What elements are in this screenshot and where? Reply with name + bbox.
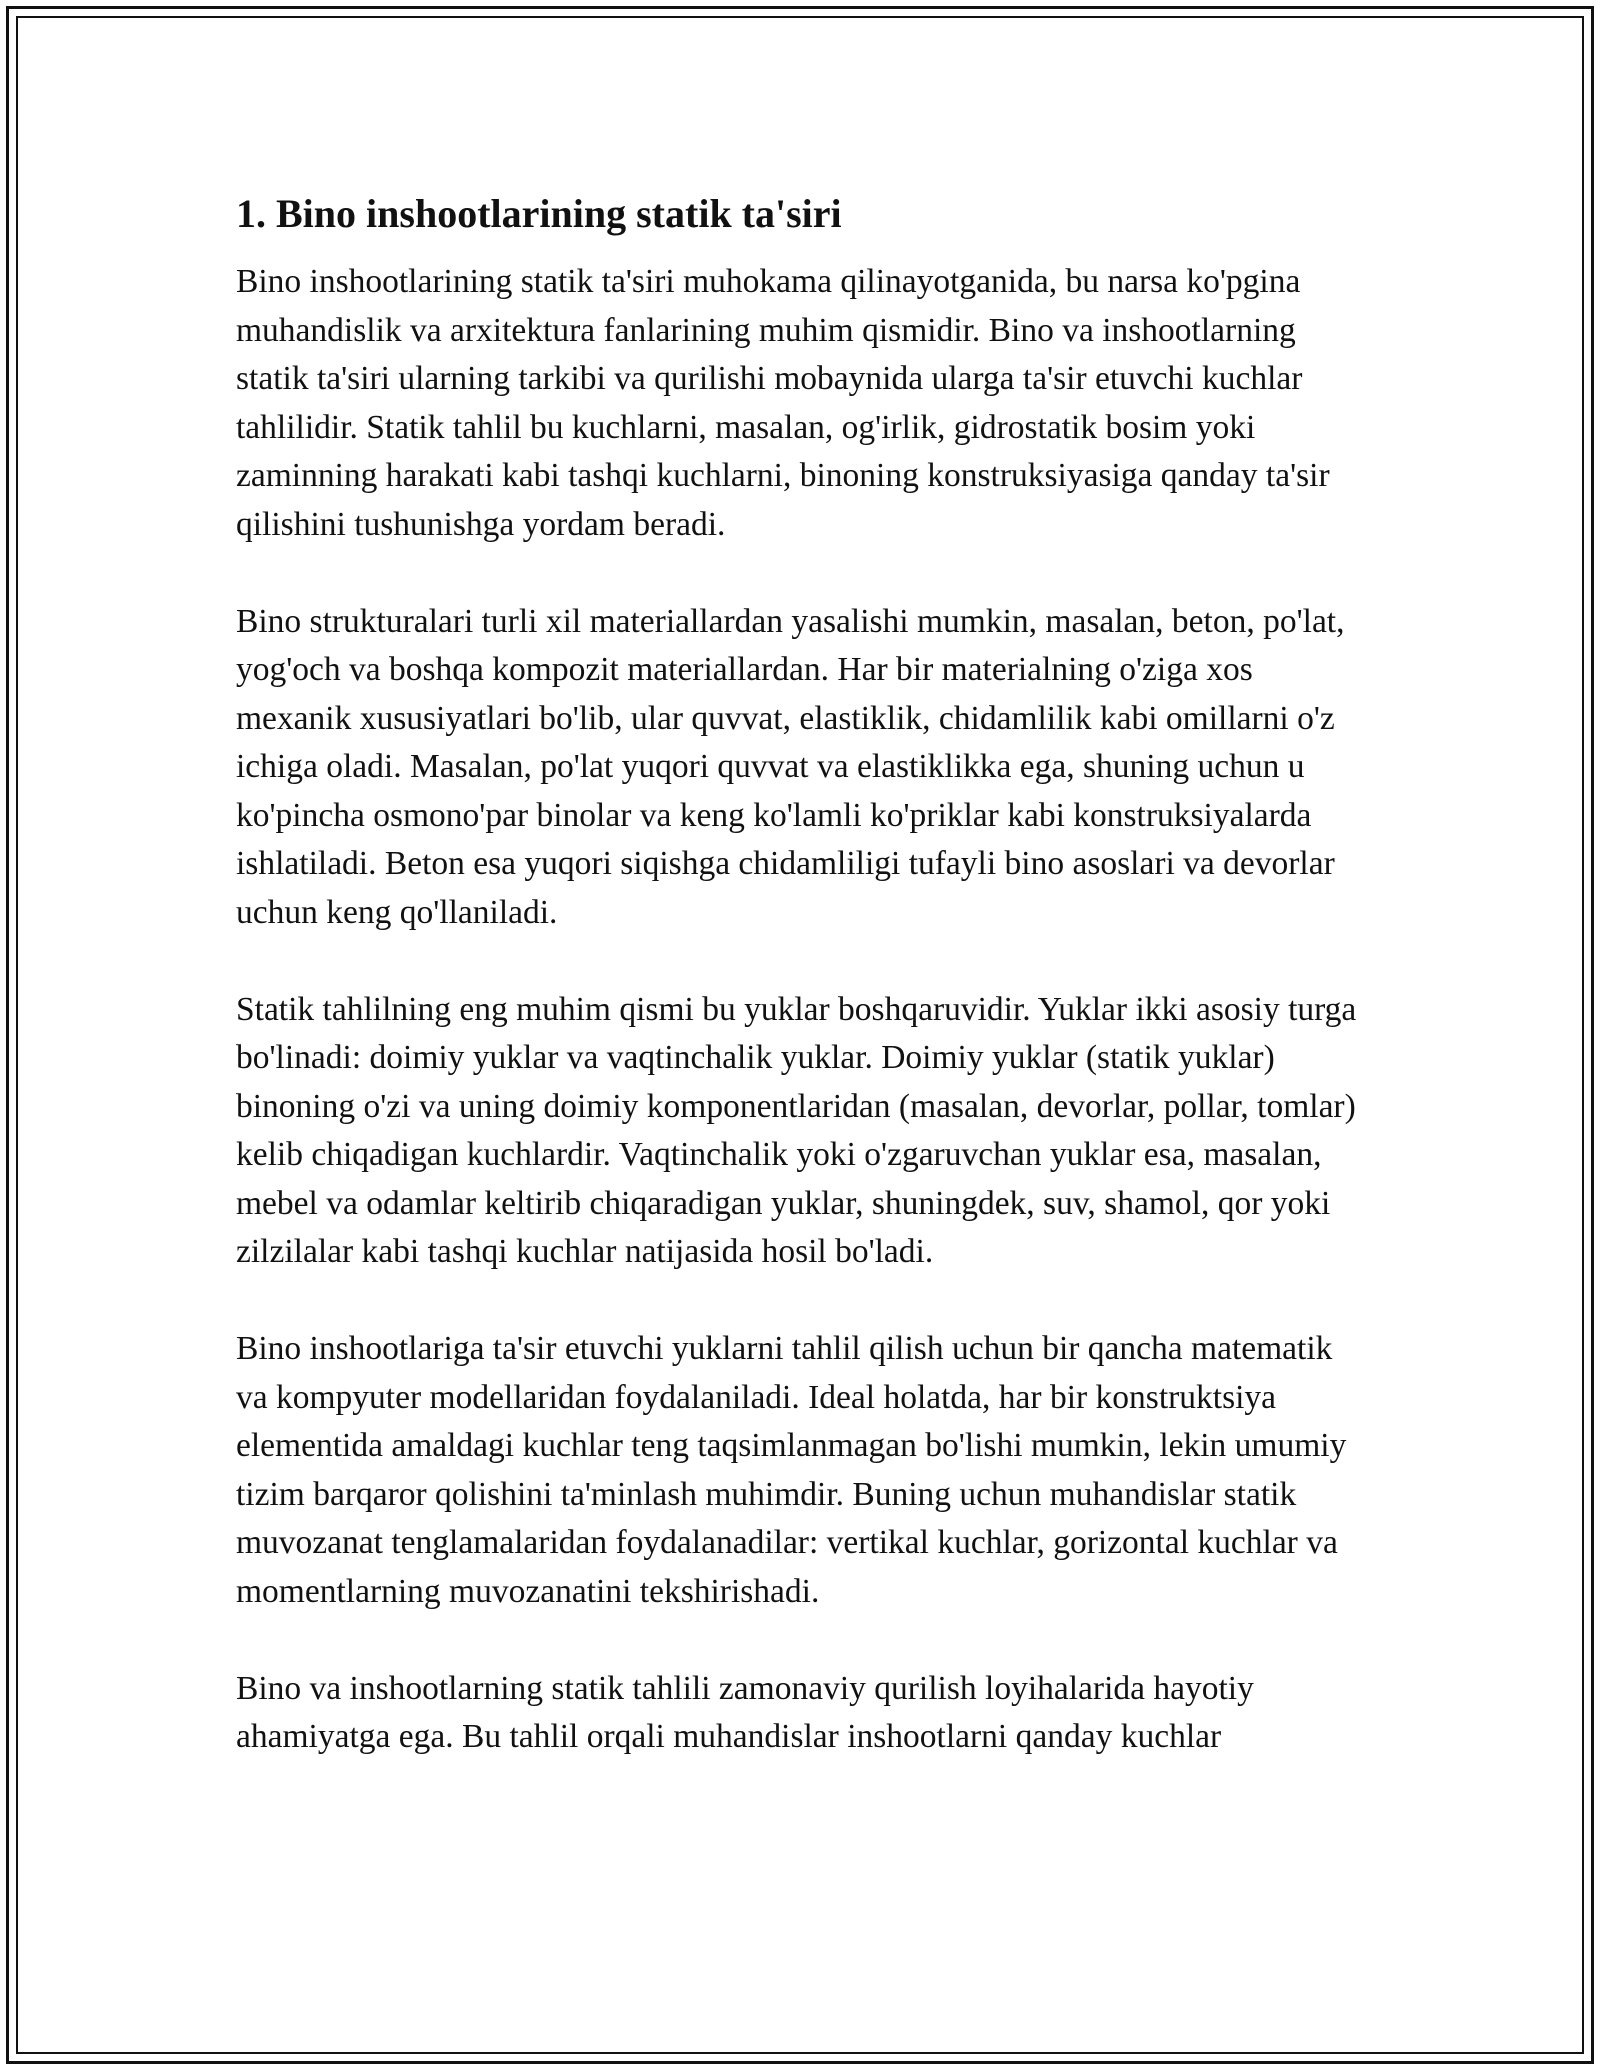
- paragraph-5: Bino va inshootlarning statik tahlili zamonaviy qurilish loyihalarida hayotiy ahamiyatga ega. Bu tahlil orqali muhandislar inshootlarni qanday kuchlar: [236, 1669, 1254, 1755]
- paragraph-2: Bino strukturalari turli xil materiallardan yasalishi mumkin, masalan, beton, po'lat, yog'och va boshqa kompozit materiallardan. Har bir materialning o'ziga xos mexanik xususiyatlari bo'lib, ular quvvat, elastiklik, chidamlilik kabi omillarni o'z ichiga oladi. Masalan, po'lat yuqori quvvat va elastiklikka ega, shuning uchun u ko'pincha osmono'par binolar va keng ko'lamli ko'priklar kabi konstruksiyalarda ishlatiladi. Beton esa yuqori siqishga chidamliligi tufayli bino asoslari va devorlar uchun keng qo'llaniladi.: [236, 602, 1345, 931]
- document-body: [236, 180, 1366, 1810]
- paragraph-3: Statik tahlilning eng muhim qismi bu yuklar boshqaruvidir. Yuklar ikki asosiy turga bo'linadi: doimiy yuklar va vaqtinchalik yuklar. Doimiy yuklar (statik yuklar) binoning o'zi va uning doimiy komponentlaridan (masalan, devorlar, pollar, tomlar) kelib chiqadigan kuchlardir. Vaqtinchalik yoki o'zgaruvchan yuklar esa, masalan, mebel va odamlar keltirib chiqaradigan yuklar, shuningdek, suv, shamol, qor yoki zilzilalar kabi tashqi kuchlar natijasida hosil bo'ladi.: [236, 990, 1357, 1270]
- paragraph-4: Bino inshootlariga ta'sir etuvchi yuklarni tahlil qilish uchun bir qancha matematik va kompyuter modellaridan foydalaniladi. Ideal holatda, har bir konstruktsiya elementida amaldagi kuchlar teng taqsimlanmagan bo'lishi mumkin, lekin umumiy tizim barqaror qolishini ta'minlash muhimdir. Buning uchun muhandislar statik muvozanat tenglamalaridan foydalanadilar: vertikal kuchlar, gorizontal kuchlar va momentlarning muvozanatini tekshirishadi.: [236, 1330, 1347, 1610]
- paragraph-1: Bino inshootlarining statik ta'siri muhokama qilinayotganida, bu narsa ko'pgina muhandislik va arxitektura fanlarining muhim qismidir. Bino va inshootlarning statik ta'siri ularning tarkibi va qurilishi mobaynida ularga ta'sir etuvchi kuchlar tahlilidir. Statik tahlil bu kuchlarni, masalan, og'irlik, gidrostatik bosim yoki zaminning harakati kabi tashqi kuchlarni, binoning konstruksiyasiga qanday ta'sir qilishini tushunishga yordam beradi.: [236, 263, 1330, 543]
- section-heading: 1. Bino inshootlarining statik ta'siri: [236, 191, 842, 236]
